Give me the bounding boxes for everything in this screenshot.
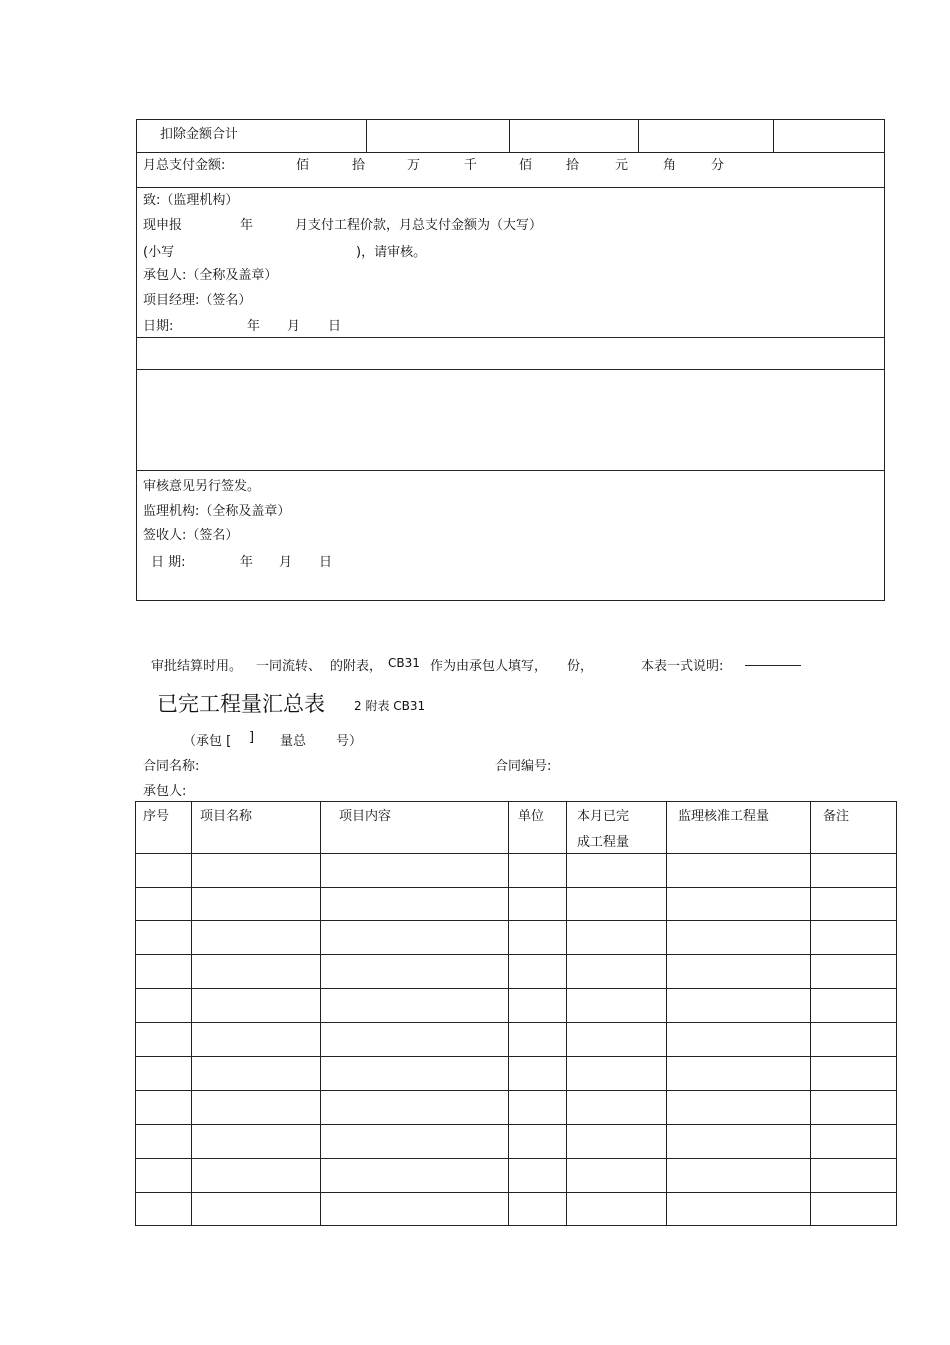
header-item-name: 项目名称: [200, 809, 253, 824]
header-unit: 单位: [518, 809, 545, 824]
unit-shi: 拾: [352, 158, 366, 173]
note-part2: 一同流转、: [256, 659, 322, 674]
table-row-line: [135, 1056, 897, 1057]
form-divider: [136, 337, 885, 338]
table-col-line: [566, 801, 567, 1226]
report-line-a: 现申报: [143, 218, 183, 233]
unit-bai: 佰: [296, 158, 310, 173]
contractor-line: 承包人:（全称及盖章）: [143, 268, 278, 283]
payment-form: [136, 119, 885, 601]
summary-subtitle: 2 附表 CB31: [354, 699, 426, 713]
supervisor-line: 监理机构:（全称及盖章）: [143, 504, 291, 519]
table-row-line: [135, 1158, 897, 1159]
header-item-content: 项目内容: [339, 809, 392, 824]
unit-shi-2: 拾: [566, 158, 580, 173]
form-divider: [638, 119, 639, 152]
note-part5: 作为由承包人填写，: [430, 659, 548, 674]
date-month: 月: [287, 319, 301, 334]
contract-no-label: 合同编号:: [495, 759, 552, 774]
note-part6: 份，: [567, 659, 594, 674]
date-label: 日期:: [143, 319, 174, 334]
table-col-line: [666, 801, 667, 1226]
note-part7: 本表一式说明:: [641, 659, 724, 674]
form-divider: [773, 119, 774, 152]
note-part4: CB31: [388, 656, 420, 670]
header-approved-qty: 监理核准工程量: [678, 809, 770, 824]
unit-bai-2: 佰: [519, 158, 533, 173]
to-line: 致:（监理机构）: [143, 193, 239, 208]
table-row-line: [135, 1090, 897, 1091]
unit-wan: 万: [407, 158, 421, 173]
date-day: 日: [328, 319, 342, 334]
table-row-line: [135, 1022, 897, 1023]
unit-yuan: 元: [615, 158, 629, 173]
lowercase-open: (小写: [143, 245, 175, 260]
unit-fen: 分: [711, 158, 725, 173]
date2-label: 日 期:: [151, 555, 186, 570]
table-row-line: [135, 988, 897, 989]
form-divider: [509, 119, 510, 152]
report-line-year: 年: [240, 218, 254, 233]
date2-day: 日: [319, 555, 333, 570]
header-month-done-a: 本月已完: [577, 809, 630, 824]
subline-b: ]: [249, 730, 255, 745]
form-divider: [366, 119, 367, 152]
contract-name-label: 合同名称:: [143, 759, 200, 774]
table-row-line: [135, 920, 897, 921]
form-divider: [136, 187, 885, 188]
subline-a: （承包 [: [183, 734, 232, 749]
review-note: 审核意见另行签发。: [143, 479, 261, 494]
note-part3: 的附表，: [330, 659, 383, 674]
unit-jiao: 角: [663, 158, 677, 173]
table-col-line: [810, 801, 811, 1226]
table-row-line: [135, 1192, 897, 1193]
date-year: 年: [247, 319, 261, 334]
date2-month: 月: [279, 555, 293, 570]
date2-year: 年: [240, 555, 254, 570]
report-line-b: 月支付工程价款，月总支付金额为（大写）: [295, 218, 543, 233]
table-row-line: [135, 853, 897, 854]
monthly-total-label: 月总支付金额:: [143, 158, 226, 173]
table-row-line: [135, 954, 897, 955]
subline-c: 量总: [280, 734, 307, 749]
form-divider: [136, 152, 885, 153]
form-divider: [136, 470, 885, 471]
table-row-line: [135, 887, 897, 888]
header-remarks: 备注: [823, 809, 850, 824]
contractor-label: 承包人:: [143, 784, 187, 799]
pm-line: 项目经理:（签名）: [143, 293, 252, 308]
form-divider: [136, 369, 885, 370]
summary-title: 已完工程量汇总表: [157, 692, 325, 716]
unit-qian: 千: [464, 158, 478, 173]
header-month-done-b: 成工程量: [577, 835, 630, 850]
table-col-line: [508, 801, 509, 1226]
receiver-line: 签收人:（签名）: [143, 528, 239, 543]
header-index: 序号: [143, 809, 170, 824]
summary-table: [135, 801, 897, 1226]
lowercase-close: )，请审核。: [356, 245, 427, 260]
table-col-line: [320, 801, 321, 1226]
subline-d: 号）: [336, 734, 363, 749]
note-underline: [745, 665, 801, 666]
note-part1: 审批结算时用。: [151, 659, 243, 674]
table-col-line: [191, 801, 192, 1226]
deduction-total-label: 扣除金额合计: [160, 127, 239, 142]
table-row-line: [135, 1124, 897, 1125]
